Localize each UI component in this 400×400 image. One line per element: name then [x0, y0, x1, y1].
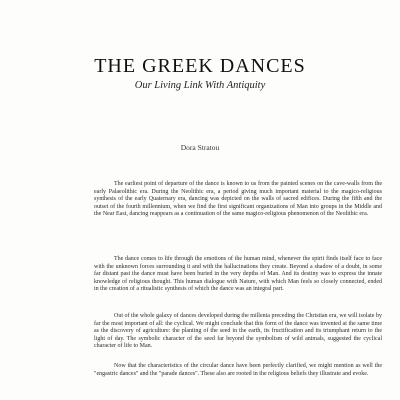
body-paragraph: The earliest point of departure of the dance is known to us from the painted scenes on the cave-walls from the early Palaeolithic era. During the Neolithic era, a period giving much important material to the magico-religious synthesis of the early Quaternary era, dancing was depicted on the walls of sacred edifices. During the fifth and the outset of the fourth millennium, when we find the first significant organizations of Man into groups in the Middle and the Near East, dancing reappears as a continuation of the same magico-religious phenomenon of the Neolithic era.	[94, 181, 382, 217]
author-name: Dora Stratou	[180, 143, 220, 152]
body-paragraph: Out of the whole galaxy of dances developed during the millenia preceding the Christian era, we will isolate by far the most important of all: the cyclical. We might conclude that this form of the dance was invented at the same time as the discovery of agriculture: the planting of the seed in the earth, its fructification and its triumphant return to the light of day. The symbolic character of the seed far beyond the symbolism of wild animals, suggested the cyclical character of life to Man.	[94, 313, 382, 349]
page-title: THE GREEK DANCES	[94, 55, 306, 77]
body-paragraph: The dance comes to life through the emotions of the human mind, whenever the spirit finds itself face to face with the unknown forces surrounding it and with the hallucinations they create. Beyond a shadow of a doubt, in some far distant past the dance must have been buried in the very depths of Man. And its destiny was to express the innate knowledge of religious thought. This human dialogue with Nature, with which Man feels so closely connected, ended in the creation of a ritualistic synthesis of which the dance was an integral part.	[94, 256, 382, 292]
body-paragraph: Now that the characteristics of the circular dance have been perfectly clarified, we might mention as well the "engastric dances" and the "parade dances". These also are rooted in the religious beliefs they illustrate and evoke.	[94, 363, 382, 377]
page-subtitle: Our Living Link With Antiquity	[134, 80, 266, 91]
